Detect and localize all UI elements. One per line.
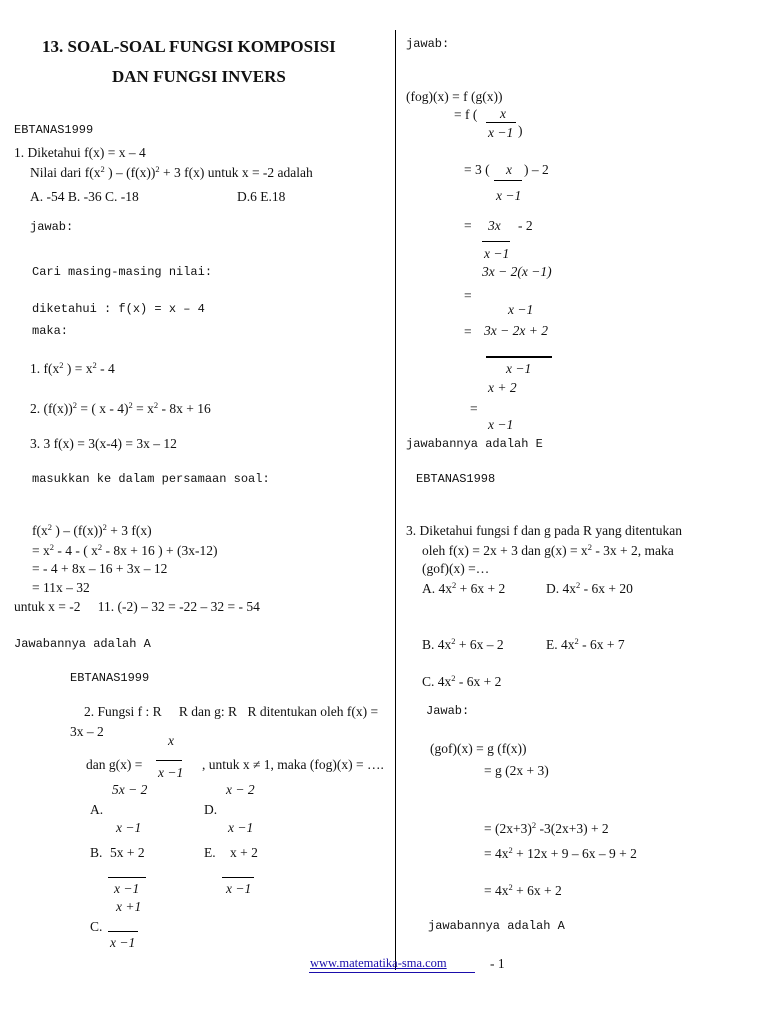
q2-option-c-denominator: x −1 — [110, 935, 136, 950]
q2-sol-line4-numerator: 3x — [488, 218, 501, 233]
q3-option-b: B. $4x^2 + 6x - 2$ — [422, 636, 504, 652]
q2-option-c-fraction-bar — [108, 931, 138, 932]
q2-sol-line6-numerator: 3x − 2x + 2 — [484, 323, 548, 338]
q2-option-c-numerator: x +1 — [116, 899, 142, 914]
q1-diketahui-line: diketahui : f(x) = x – 4 — [32, 302, 205, 316]
q2-sol-line7-numerator: x + 2 — [488, 380, 517, 395]
q2-option-a-denominator: x −1 — [116, 820, 142, 835]
q2-option-a-label: A. — [90, 802, 104, 817]
q2-option-b-numerator: 5x + 2 — [110, 845, 145, 860]
q3-line2: oleh f(x) = 2x + 3 dan $g(x) = x^2 - 3x + 2$, maka — [422, 542, 674, 558]
q2-option-d-label: D. — [204, 802, 218, 817]
q2-sol-line5-numerator: 3x − 2(x −1) — [482, 264, 552, 279]
q2-sol-line2-close: ) — [518, 123, 523, 138]
q3-sol-line2: = g (2x + 3) — [484, 763, 549, 778]
q3-option-e: E. $4x^2 - 6x + 7$ — [546, 636, 625, 652]
q2-answer: jawabannya adalah E — [406, 437, 543, 451]
q2-sol-line3-fraction-bar — [494, 180, 522, 181]
q2-sol-line6-eq: = — [464, 324, 472, 339]
title-line2: DAN FUNGSI INVERS — [112, 67, 286, 86]
q1-calc-line3: = - 4 + 8x – 16 + 3x – 12 — [32, 561, 168, 576]
q2-sol-line7-denominator: x −1 — [488, 417, 514, 432]
q1-cari-line: Cari masing-masing nilai: — [32, 265, 213, 279]
q3-sol-line5: = $4x^2 + 6x + 2$ — [484, 882, 562, 898]
q1-line2: Nilai dari $f(x^2$ ) – $(f(x))^2 + 3$ f(x) untuk x = -2 adalah — [30, 164, 313, 180]
q2-option-e-label: E. — [204, 845, 216, 860]
q2-sol-line4-tail: - 2 — [518, 218, 533, 233]
q2-option-d-denominator: x −1 — [228, 820, 254, 835]
ebtanas-1999-label: EBTANAS1999 — [14, 123, 94, 137]
q2-gx-lead: dan g(x) = — [86, 757, 143, 772]
q2-sol-line2-fraction-bar — [486, 122, 516, 123]
q2-option-c-label: C. — [90, 919, 103, 934]
q2-line1: 2. Fungsi f : R R dan g: R R ditentukan oleh f(x) = — [84, 704, 358, 719]
q1-calc-line2: = $x^2 - 4$ - ( $x^2 - 8x + 16$ ) + (3x-12) — [32, 542, 218, 558]
q2-sol-line4-eq: = — [464, 218, 472, 233]
q2-sol-line2-numerator: x — [500, 106, 506, 121]
column-divider — [395, 30, 396, 970]
q3-jawab-label: Jawab: — [426, 704, 470, 718]
q3-option-d: D. $4x^2 - 6x + 20$ — [546, 580, 633, 596]
footer-website-link[interactable]: www.matematika-sma.com — [310, 956, 447, 970]
footer-link-underline — [309, 972, 475, 973]
q3-sol-line4: = $4x^2 + 12x + 9 - 6x - 9 + 2$ — [484, 845, 637, 861]
q2-sol-line5-denominator: x −1 — [508, 302, 534, 317]
q1-maka-line: maka: — [32, 324, 69, 338]
q1-masukkan-line: masukkan ke dalam persamaan soal: — [32, 472, 270, 486]
q2-gx-fraction-bar — [156, 760, 182, 761]
q2-sol-line3-denominator: x −1 — [496, 188, 522, 203]
q2-line2: 3x – 2 — [70, 724, 104, 739]
q1-step2: 2. $(f(x))^2$ = ( $x - 4)^2 = x^2 - 8x + 16$ — [30, 400, 211, 416]
q3-sol-line3: = $(2x+3)^2$ -3(2x+3) + 2 — [484, 820, 609, 836]
ebtanas-1998-label: EBTANAS1998 — [416, 472, 496, 486]
q2-option-b-label: B. — [90, 845, 103, 860]
q3-answer: jawabannya adalah A — [428, 919, 565, 933]
q2-option-a-numerator: 5x − 2 — [112, 782, 148, 797]
q2-option-e-fraction-bar — [222, 877, 254, 878]
title-line1: 13. SOAL-SOAL FUNGSI KOMPOSISI — [42, 37, 336, 56]
q2-gx-numerator: x — [168, 733, 174, 748]
q2-gx-denominator: x −1 — [158, 765, 184, 780]
q1-step1: 1. $f(x^2$ ) = $x^2 - 4$ — [30, 360, 115, 376]
q1-options-a-c: A. -54 B. -36 C. -18 — [30, 189, 139, 204]
q2-sol-line5-eq: = — [464, 288, 472, 303]
q2-option-e-denominator: x −1 — [226, 881, 252, 896]
q1-answer: Jawabannya adalah A — [14, 637, 151, 651]
q2-jawab-label: jawab: — [406, 37, 450, 51]
q1-calc-line4: = 11x – 32 — [32, 580, 90, 595]
q2-sol-line4-denominator: x −1 — [484, 246, 510, 261]
q3-line3: (gof)(x) =… — [422, 561, 490, 576]
q3-option-a: A. $4x^2 + 6x + 2$ — [422, 580, 506, 596]
footer-page-number: - 1 — [490, 956, 505, 971]
ebtanas-1999-label-2: EBTANAS1999 — [70, 671, 150, 685]
q2-sol-line4-fraction-bar — [482, 241, 510, 242]
q2-sol-line1: (fog)(x) = f (g(x)) — [406, 89, 503, 104]
q3-sol-line1: (gof)(x) = g (f(x)) — [430, 741, 527, 756]
q1-step3: 3. 3 f(x) = 3(x-4) = 3x – 12 — [30, 436, 177, 451]
q1-untuk-line: untuk x = -2 11. (-2) – 32 = -22 – 32 = - 54 — [14, 599, 246, 614]
q2-sol-line6-denominator: x −1 — [506, 361, 532, 376]
q2-sol-line3-close: ) – 2 — [524, 162, 549, 177]
q1-line1: 1. Diketahui f(x) = x – 4 — [14, 145, 146, 160]
q2-option-d-numerator: x − 2 — [226, 782, 255, 797]
q1-jawab-label: jawab: — [30, 220, 74, 234]
q2-sol-line3-numerator: x — [506, 162, 512, 177]
q2-sol-line2-denominator: x −1 — [488, 125, 514, 140]
q2-sol-line3-lead: = 3 ( — [464, 162, 490, 177]
q2-option-e-numerator: x + 2 — [230, 845, 258, 860]
q2-sol-line7-eq: = — [470, 401, 478, 416]
q1-calc-line1: $f(x^2$ ) – $(f(x))^2 + 3$ f(x) — [32, 522, 152, 538]
q3-line1: 3. Diketahui fungsi f dan g pada R yang ditentukan — [406, 523, 682, 538]
q1-options-d-e: D.6 E.18 — [237, 189, 286, 204]
q2-option-b-denominator: x −1 — [114, 881, 140, 896]
q2-sol-line2-lead: = f ( — [454, 107, 478, 122]
q2-sol-line6-fraction-bar — [486, 356, 552, 358]
q2-gx-tail: , untuk x ≠ 1, maka (fog)(x) = …. — [202, 757, 384, 772]
q2-option-b-fraction-bar — [108, 877, 146, 878]
q3-option-c: C. $4x^2 - 6x + 2$ — [422, 673, 502, 689]
